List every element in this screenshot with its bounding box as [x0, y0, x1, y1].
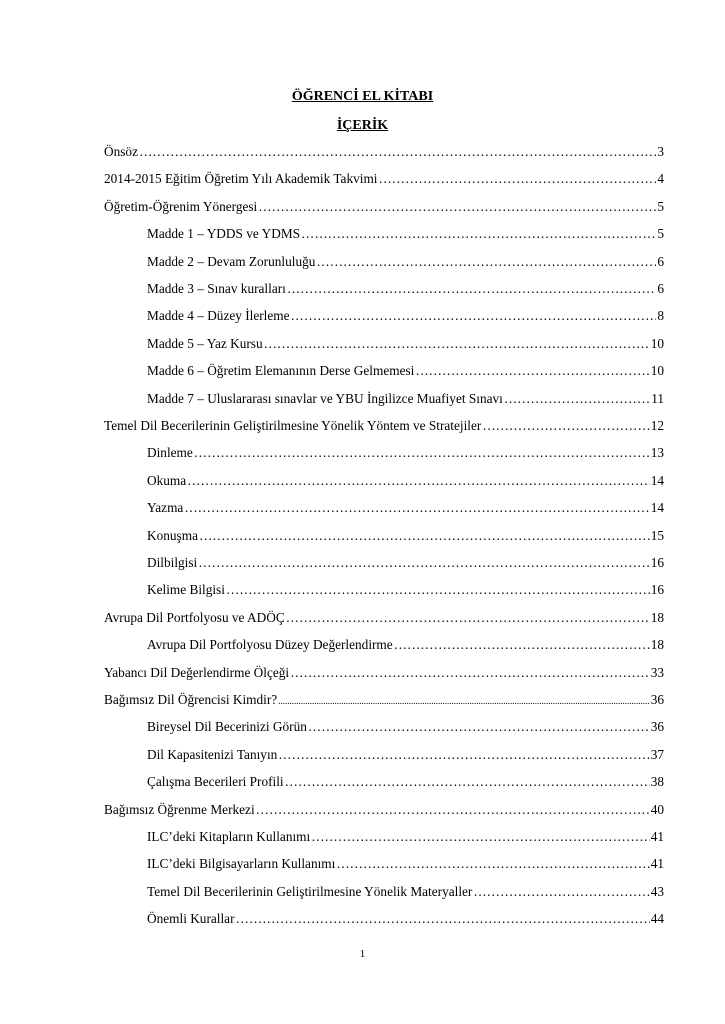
toc-entry-label: Konuşma [147, 528, 198, 543]
toc-entry [147, 391, 664, 407]
toc-entry-label: Madde 5 – Yaz Kursu [147, 336, 263, 351]
toc-entry [147, 254, 664, 270]
toc-entry-page: 10 [650, 363, 664, 378]
document-title: ÖĞRENCİ EL KİTABI [291, 89, 434, 104]
toc-leader-dots [286, 610, 650, 626]
toc-entry [147, 226, 664, 242]
toc-entry-label: Madde 7 – Uluslararası sınavlar ve YBU İngilizce Muafiyet Sınavı [147, 391, 503, 406]
toc-entry-page: 5 [657, 199, 664, 214]
toc-leader-dots [291, 308, 657, 324]
toc-leader-dots [258, 199, 656, 215]
toc-entry-page: 14 [650, 473, 664, 488]
toc-leader-dots [285, 774, 650, 790]
toc-entry-page: 18 [650, 610, 664, 625]
toc-entry-page: 3 [657, 144, 664, 159]
toc-entry-page: 41 [650, 829, 664, 844]
toc-entry-label: Dilbilgisi [147, 555, 198, 570]
toc-entry-label: Madde 6 – Öğretim Elemanının Derse Gelmemesi [147, 363, 415, 378]
toc-leader-dots [199, 528, 650, 544]
toc-entry-page: 43 [650, 884, 664, 899]
toc-entry-page: 6 [657, 254, 664, 269]
toc-entry-page: 8 [657, 308, 664, 323]
toc-entry [147, 856, 664, 872]
toc-entry-label: ILC’deki Kitapların Kullanımı [147, 829, 311, 844]
toc-entry [147, 336, 664, 352]
toc-entry-page: 18 [650, 637, 664, 652]
toc-entry-page: 16 [650, 555, 664, 570]
toc-leader-dots [287, 281, 656, 297]
toc-entry-label: Dil Kapasitenizi Tanıyın [147, 747, 278, 762]
toc-entry [104, 692, 664, 708]
toc-entry-label: Yazma [147, 500, 184, 515]
toc-entry [147, 829, 664, 845]
toc-entry-page: 13 [650, 445, 664, 460]
toc-leader-dots [290, 665, 650, 681]
toc-entry-label: Avrupa Dil Portfolyosu Düzey Değerlendirme [147, 637, 393, 652]
toc-leader-dots [198, 555, 649, 571]
toc-leader-dots [316, 254, 656, 270]
toc-entry-label: Dinleme [147, 445, 193, 460]
toc-entry [147, 774, 664, 790]
toc-leader-dots [256, 802, 650, 818]
toc-entry-page: 6 [657, 281, 664, 296]
toc-entry-label: Madde 4 – Düzey İlerleme [147, 308, 290, 323]
toc-entry [147, 555, 664, 571]
toc-entry [104, 144, 664, 160]
toc-entry-page: 16 [650, 582, 664, 597]
toc-entry-page: 40 [650, 802, 664, 817]
toc-leader-dots [378, 171, 656, 187]
toc-leader-dots [139, 144, 656, 160]
page-number: 1 [359, 948, 366, 960]
toc-entry-label: Bağımsız Öğrenme Merkezi [104, 802, 255, 817]
toc-entry [104, 199, 664, 215]
toc-entry [104, 665, 664, 681]
toc-entry-label: Madde 1 – YDDS ve YDMS [147, 226, 301, 241]
toc-entry [147, 911, 664, 927]
toc-entry [147, 308, 664, 324]
toc-entry-label: Temel Dil Becerilerinin Geliştirilmesine Yönelik Materyaller [147, 884, 473, 899]
toc-entry [104, 610, 664, 626]
toc-entry [147, 582, 664, 598]
toc-leader-dots [311, 829, 649, 845]
toc-entry-label: Kelime Bilgisi [147, 582, 225, 597]
toc-entry-page: 33 [650, 665, 664, 680]
toc-entry-label: Önemli Kurallar [147, 911, 235, 926]
toc-entry-label: Avrupa Dil Portfolyosu ve ADÖÇ [104, 610, 285, 625]
toc-leader-dots [336, 856, 649, 872]
toc-leader-dots [278, 692, 650, 708]
toc-entry-page: 36 [650, 719, 664, 734]
toc-entry [147, 528, 664, 544]
toc-entry-label: Temel Dil Becerilerinin Geliştirilmesine Yönelik Yöntem ve Stratejiler [104, 418, 482, 433]
toc-entry-label: Bağımsız Dil Öğrencisi Kimdir? [104, 692, 278, 707]
toc-entry [104, 418, 664, 434]
toc-leader-dots [301, 226, 656, 242]
toc-leader-dots [415, 363, 649, 379]
toc-entry-page: 36 [650, 692, 664, 707]
toc-leader-dots [504, 391, 650, 407]
toc-entry-label: 2014-2015 Eğitim Öğretim Yılı Akademik Takvimi [104, 171, 378, 186]
toc-entry [147, 363, 664, 379]
toc-entry-page: 10 [650, 336, 664, 351]
toc-leader-dots [308, 719, 650, 735]
toc-leader-dots [278, 747, 649, 763]
toc-entry-page: 15 [650, 528, 664, 543]
toc-entry [147, 500, 664, 516]
toc-entry-label: Çalışma Becerileri Profili [147, 774, 284, 789]
toc-entry-label: Okuma [147, 473, 187, 488]
toc-entry [104, 802, 664, 818]
toc-entry [147, 281, 664, 297]
toc-leader-dots [194, 445, 650, 461]
toc-entry-page: 44 [650, 911, 664, 926]
toc-entry-page: 4 [657, 171, 664, 186]
toc-leader-dots [482, 418, 649, 434]
toc-entry-label: Bireysel Dil Becerinizi Görün [147, 719, 307, 734]
toc-entry-page: 14 [650, 500, 664, 515]
toc-leader-dots [394, 637, 650, 653]
toc-entry-page: 11 [651, 391, 664, 406]
toc-entry [104, 171, 664, 187]
toc-entry [147, 473, 664, 489]
toc-entry [147, 719, 664, 735]
toc-entry-label: Önsöz [104, 144, 138, 159]
toc-leader-dots [226, 582, 650, 598]
toc-entry-page: 38 [650, 774, 664, 789]
toc-entry-label: Yabancı Dil Değerlendirme Ölçeği [104, 665, 290, 680]
toc-entry-label: Öğretim-Öğrenim Yönergesi [104, 199, 258, 214]
toc-entry-page: 5 [657, 226, 664, 241]
toc-heading: İÇERİK [336, 118, 389, 133]
toc-entry [147, 445, 664, 461]
toc-entry-label: ILC’deki Bilgisayarların Kullanımı [147, 856, 336, 871]
toc-entry-page: 41 [650, 856, 664, 871]
toc-entry-page: 12 [650, 418, 664, 433]
toc-entry [147, 637, 664, 653]
toc-entry-label: Madde 3 – Sınav kuralları [147, 281, 286, 296]
toc-entry [147, 747, 664, 763]
toc-leader-dots [184, 500, 649, 516]
toc-leader-dots [187, 473, 650, 489]
toc-leader-dots [473, 884, 649, 900]
toc-entry-page: 37 [650, 747, 664, 762]
toc-leader-dots [264, 336, 650, 352]
toc-leader-dots [236, 911, 650, 927]
toc-entry-label: Madde 2 – Devam Zorunluluğu [147, 254, 316, 269]
toc-entry [147, 884, 664, 900]
